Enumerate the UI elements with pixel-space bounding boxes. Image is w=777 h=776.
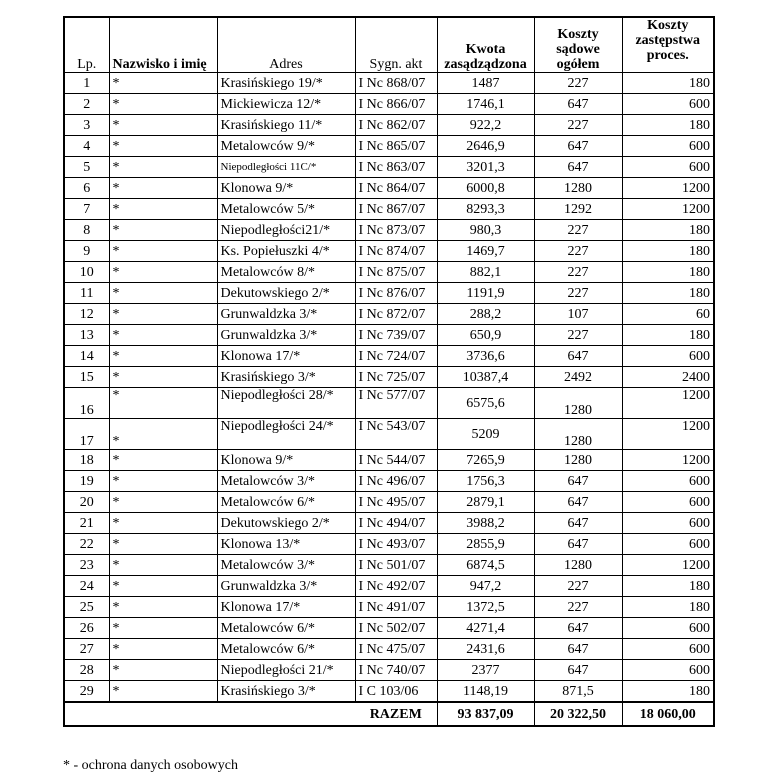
table-row — [64, 618, 714, 639]
cell-name: * — [109, 199, 217, 220]
cell-name: * — [109, 178, 217, 199]
header-amount-label: Kwota zasądządzona — [444, 42, 527, 72]
cell-signature: I Nc 724/07 — [355, 346, 437, 367]
header-address: Adres — [217, 17, 355, 73]
cell-lp: 8 — [64, 220, 109, 241]
cell-representation: 600 — [622, 136, 714, 157]
cell-address: Grunwaldzka 3/* — [217, 304, 355, 325]
cell-address: Metalowców 9/* — [217, 136, 355, 157]
cell-court-costs: 227 — [534, 262, 622, 283]
cell-address: Metalowców 5/* — [217, 199, 355, 220]
cell-court-costs: 227 — [534, 115, 622, 136]
cell-name: * — [109, 304, 217, 325]
cell-signature: I Nc 725/07 — [355, 367, 437, 388]
cell-signature: I Nc 544/07 — [355, 450, 437, 471]
cell-lp: 14 — [64, 346, 109, 367]
cell-court-costs: 1280 — [534, 388, 622, 419]
cell-amount: 980,3 — [437, 220, 534, 241]
cell-representation: 600 — [622, 618, 714, 639]
cell-signature: I Nc 492/07 — [355, 576, 437, 597]
table-row — [64, 450, 714, 471]
table-row — [64, 367, 714, 388]
cell-amount: 3736,6 — [437, 346, 534, 367]
cell-address: Metalowców 3/* — [217, 555, 355, 576]
cell-name: * — [109, 492, 217, 513]
cell-court-costs: 227 — [534, 220, 622, 241]
cell-name: * — [109, 450, 217, 471]
cell-name: * — [109, 262, 217, 283]
cell-name: * — [109, 660, 217, 681]
cell-lp: 1 — [64, 73, 109, 94]
cell-name: * — [109, 388, 217, 419]
table-row — [64, 262, 714, 283]
cell-lp: 7 — [64, 199, 109, 220]
cell-address: Krasińskiego 3/* — [217, 681, 355, 703]
table-row — [64, 681, 714, 703]
header-name: Nazwisko i imię — [109, 17, 217, 73]
cell-lp: 13 — [64, 325, 109, 346]
cell-representation: 600 — [622, 513, 714, 534]
cell-address: Niepodległości 28/* — [217, 388, 355, 419]
cell-signature: I Nc 495/07 — [355, 492, 437, 513]
cell-lp: 11 — [64, 283, 109, 304]
header-court-costs-label: Koszty sądowe ogółem — [556, 27, 600, 72]
table-row — [64, 513, 714, 534]
cell-representation: 600 — [622, 639, 714, 660]
cell-address: Klonowa 17/* — [217, 346, 355, 367]
cell-signature: I Nc 872/07 — [355, 304, 437, 325]
cell-lp: 21 — [64, 513, 109, 534]
cell-signature: I Nc 502/07 — [355, 618, 437, 639]
cell-representation: 2400 — [622, 367, 714, 388]
cell-amount: 8293,3 — [437, 199, 534, 220]
cell-signature: I Nc 873/07 — [355, 220, 437, 241]
cell-address: Metalowców 3/* — [217, 471, 355, 492]
cell-name: * — [109, 618, 217, 639]
cell-court-costs: 227 — [534, 73, 622, 94]
table-row — [64, 178, 714, 199]
cell-amount: 882,1 — [437, 262, 534, 283]
cell-court-costs: 1292 — [534, 199, 622, 220]
cell-name: * — [109, 115, 217, 136]
table-row — [64, 136, 714, 157]
cell-name: * — [109, 346, 217, 367]
cell-lp: 2 — [64, 94, 109, 115]
cell-address: Klonowa 9/* — [217, 450, 355, 471]
cell-representation: 600 — [622, 534, 714, 555]
cell-name: * — [109, 555, 217, 576]
cell-court-costs: 227 — [534, 241, 622, 262]
cell-name: * — [109, 534, 217, 555]
cell-court-costs: 647 — [534, 639, 622, 660]
cell-lp: 3 — [64, 115, 109, 136]
cell-amount: 1746,1 — [437, 94, 534, 115]
cell-signature: I Nc 863/07 — [355, 157, 437, 178]
cell-amount: 2879,1 — [437, 492, 534, 513]
cell-representation: 600 — [622, 492, 714, 513]
cell-representation: 1200 — [622, 419, 714, 450]
cell-court-costs: 107 — [534, 304, 622, 325]
cell-name: * — [109, 241, 217, 262]
cell-representation: 180 — [622, 681, 714, 703]
cell-lp: 23 — [64, 555, 109, 576]
cell-address: Grunwaldzka 3/* — [217, 576, 355, 597]
total-representation: 18 060,00 — [622, 702, 714, 726]
cell-name: * — [109, 94, 217, 115]
cell-representation: 180 — [622, 220, 714, 241]
cell-lp: 27 — [64, 639, 109, 660]
cell-court-costs: 1280 — [534, 178, 622, 199]
cell-representation: 1200 — [622, 555, 714, 576]
cell-signature: I Nc 475/07 — [355, 639, 437, 660]
cell-court-costs: 647 — [534, 660, 622, 681]
cell-amount: 1469,7 — [437, 241, 534, 262]
cell-signature: I Nc 496/07 — [355, 471, 437, 492]
header-representation-label: Koszty zastępstwa proces. — [635, 18, 701, 63]
cell-representation: 600 — [622, 660, 714, 681]
cell-address: Dekutowskiego 2/* — [217, 513, 355, 534]
cell-lp: 26 — [64, 618, 109, 639]
cell-name: * — [109, 471, 217, 492]
cell-signature: I Nc 867/07 — [355, 199, 437, 220]
cell-lp: 15 — [64, 367, 109, 388]
table-row — [64, 660, 714, 681]
cell-address: Grunwaldzka 3/* — [217, 325, 355, 346]
cell-representation: 180 — [622, 576, 714, 597]
table-row — [64, 220, 714, 241]
cell-amount: 1191,9 — [437, 283, 534, 304]
cell-lp: 9 — [64, 241, 109, 262]
header-representation — [622, 17, 714, 73]
table-row — [64, 157, 714, 178]
cell-lp: 4 — [64, 136, 109, 157]
cell-court-costs: 227 — [534, 597, 622, 618]
cell-court-costs: 647 — [534, 346, 622, 367]
cell-court-costs: 227 — [534, 283, 622, 304]
cell-address: Krasińskiego 11/* — [217, 115, 355, 136]
cell-name: * — [109, 136, 217, 157]
cell-amount: 650,9 — [437, 325, 534, 346]
cell-name: * — [109, 325, 217, 346]
total-blank — [64, 702, 355, 726]
table-row — [64, 576, 714, 597]
cell-name: * — [109, 576, 217, 597]
cell-signature: I Nc 740/07 — [355, 660, 437, 681]
cell-amount: 922,2 — [437, 115, 534, 136]
table-row — [64, 492, 714, 513]
cell-court-costs: 647 — [534, 534, 622, 555]
cell-amount: 947,2 — [437, 576, 534, 597]
header-court-costs — [534, 17, 622, 73]
cell-signature: I Nc 739/07 — [355, 325, 437, 346]
cell-court-costs: 227 — [534, 576, 622, 597]
cell-name: * — [109, 681, 217, 703]
table-row — [64, 325, 714, 346]
cell-signature: I Nc 543/07 — [355, 419, 437, 450]
cell-signature: I Nc 501/07 — [355, 555, 437, 576]
total-label: RAZEM — [355, 702, 437, 726]
cell-name: * — [109, 220, 217, 241]
cell-address: Klonowa 17/* — [217, 597, 355, 618]
cell-amount: 3988,2 — [437, 513, 534, 534]
table-row — [64, 639, 714, 660]
total-row — [64, 702, 714, 726]
cell-address: Niepodległości 24/* — [217, 419, 355, 450]
cell-court-costs: 227 — [534, 325, 622, 346]
cell-name: * — [109, 73, 217, 94]
cell-signature: I Nc 875/07 — [355, 262, 437, 283]
header-signature: Sygn. akt — [355, 17, 437, 73]
cell-court-costs: 871,5 — [534, 681, 622, 703]
cell-address: Ks. Popiełuszki 4/* — [217, 241, 355, 262]
cell-court-costs: 2492 — [534, 367, 622, 388]
cell-court-costs: 647 — [534, 471, 622, 492]
table-row — [64, 241, 714, 262]
cell-address: Dekutowskiego 2/* — [217, 283, 355, 304]
cell-signature: I Nc 865/07 — [355, 136, 437, 157]
cell-representation: 180 — [622, 73, 714, 94]
cell-amount: 5209 — [437, 419, 534, 450]
header-lp: Lp. — [64, 17, 109, 73]
cell-address: Niepodległości21/* — [217, 220, 355, 241]
footnote: * - ochrona danych osobowych — [63, 758, 238, 773]
table-row — [64, 388, 714, 419]
cell-amount: 1756,3 — [437, 471, 534, 492]
cell-name: * — [109, 419, 217, 450]
cell-representation: 180 — [622, 262, 714, 283]
cell-address: Klonowa 13/* — [217, 534, 355, 555]
cell-court-costs: 647 — [534, 513, 622, 534]
cell-lp: 12 — [64, 304, 109, 325]
cell-amount: 2431,6 — [437, 639, 534, 660]
cell-address: Metalowców 6/* — [217, 639, 355, 660]
table-row — [64, 419, 714, 450]
cell-name: * — [109, 367, 217, 388]
cell-name: * — [109, 283, 217, 304]
cell-amount: 1372,5 — [437, 597, 534, 618]
cell-representation: 180 — [622, 325, 714, 346]
cell-signature: I Nc 864/07 — [355, 178, 437, 199]
cell-lp: 25 — [64, 597, 109, 618]
cell-signature: I Nc 493/07 — [355, 534, 437, 555]
cell-name: * — [109, 639, 217, 660]
table-row — [64, 597, 714, 618]
cell-amount: 6874,5 — [437, 555, 534, 576]
cell-court-costs: 1280 — [534, 450, 622, 471]
cell-signature: I Nc 866/07 — [355, 94, 437, 115]
cell-signature: I Nc 876/07 — [355, 283, 437, 304]
total-amount: 93 837,09 — [437, 702, 534, 726]
table-row — [64, 115, 714, 136]
cell-amount: 7265,9 — [437, 450, 534, 471]
cell-signature: I Nc 868/07 — [355, 73, 437, 94]
cell-representation: 600 — [622, 157, 714, 178]
cell-lp: 18 — [64, 450, 109, 471]
cell-court-costs: 1280 — [534, 419, 622, 450]
table-row — [64, 73, 714, 94]
table-row — [64, 283, 714, 304]
cell-lp: 6 — [64, 178, 109, 199]
cell-representation: 600 — [622, 94, 714, 115]
cell-court-costs: 647 — [534, 492, 622, 513]
total-court-costs: 20 322,50 — [534, 702, 622, 726]
cell-representation: 180 — [622, 597, 714, 618]
cell-lp: 22 — [64, 534, 109, 555]
table-row — [64, 534, 714, 555]
cell-lp: 5 — [64, 157, 109, 178]
cell-address: Krasińskiego 3/* — [217, 367, 355, 388]
cell-address: Mickiewicza 12/* — [217, 94, 355, 115]
table-row — [64, 199, 714, 220]
cell-address: Metalowców 8/* — [217, 262, 355, 283]
cell-lp: 19 — [64, 471, 109, 492]
claims-table — [63, 16, 715, 727]
cell-signature: I C 103/06 — [355, 681, 437, 703]
cell-lp: 10 — [64, 262, 109, 283]
table-body — [64, 73, 714, 703]
cell-representation: 600 — [622, 346, 714, 367]
cell-address: Niepodległości 11C/* — [217, 157, 355, 178]
cell-amount: 3201,3 — [437, 157, 534, 178]
cell-lp: 29 — [64, 681, 109, 703]
cell-representation: 180 — [622, 241, 714, 262]
cell-address: Krasińskiego 19/* — [217, 73, 355, 94]
cell-representation: 180 — [622, 115, 714, 136]
cell-lp: 17 — [64, 419, 109, 450]
cell-address: Niepodległości 21/* — [217, 660, 355, 681]
table-row — [64, 304, 714, 325]
cell-signature: I Nc 577/07 — [355, 388, 437, 419]
cell-amount: 1148,19 — [437, 681, 534, 703]
cell-amount: 6000,8 — [437, 178, 534, 199]
cell-name: * — [109, 597, 217, 618]
cell-amount: 6575,6 — [437, 388, 534, 419]
cell-lp: 24 — [64, 576, 109, 597]
cell-lp: 28 — [64, 660, 109, 681]
cell-representation: 1200 — [622, 450, 714, 471]
table-row — [64, 346, 714, 367]
cell-address: Metalowców 6/* — [217, 492, 355, 513]
cell-court-costs: 647 — [534, 157, 622, 178]
cell-court-costs: 647 — [534, 136, 622, 157]
cell-signature: I Nc 491/07 — [355, 597, 437, 618]
header-amount — [437, 17, 534, 73]
cell-address: Metalowców 6/* — [217, 618, 355, 639]
cell-name: * — [109, 513, 217, 534]
cell-representation: 60 — [622, 304, 714, 325]
cell-representation: 600 — [622, 471, 714, 492]
cell-signature: I Nc 494/07 — [355, 513, 437, 534]
cell-amount: 2377 — [437, 660, 534, 681]
cell-signature: I Nc 862/07 — [355, 115, 437, 136]
cell-court-costs: 647 — [534, 94, 622, 115]
cell-amount: 4271,4 — [437, 618, 534, 639]
cell-court-costs: 647 — [534, 618, 622, 639]
cell-address: Klonowa 9/* — [217, 178, 355, 199]
cell-amount: 2855,9 — [437, 534, 534, 555]
cell-representation: 1200 — [622, 199, 714, 220]
cell-court-costs: 1280 — [534, 555, 622, 576]
cell-representation: 1200 — [622, 178, 714, 199]
cell-amount: 288,2 — [437, 304, 534, 325]
header-row — [64, 17, 714, 73]
cell-name: * — [109, 157, 217, 178]
table-row — [64, 471, 714, 492]
table-row — [64, 94, 714, 115]
cell-amount: 10387,4 — [437, 367, 534, 388]
cell-signature: I Nc 874/07 — [355, 241, 437, 262]
cell-amount: 2646,9 — [437, 136, 534, 157]
cell-representation: 1200 — [622, 388, 714, 419]
cell-amount: 1487 — [437, 73, 534, 94]
cell-lp: 20 — [64, 492, 109, 513]
table-row — [64, 555, 714, 576]
cell-representation: 180 — [622, 283, 714, 304]
cell-lp: 16 — [64, 388, 109, 419]
